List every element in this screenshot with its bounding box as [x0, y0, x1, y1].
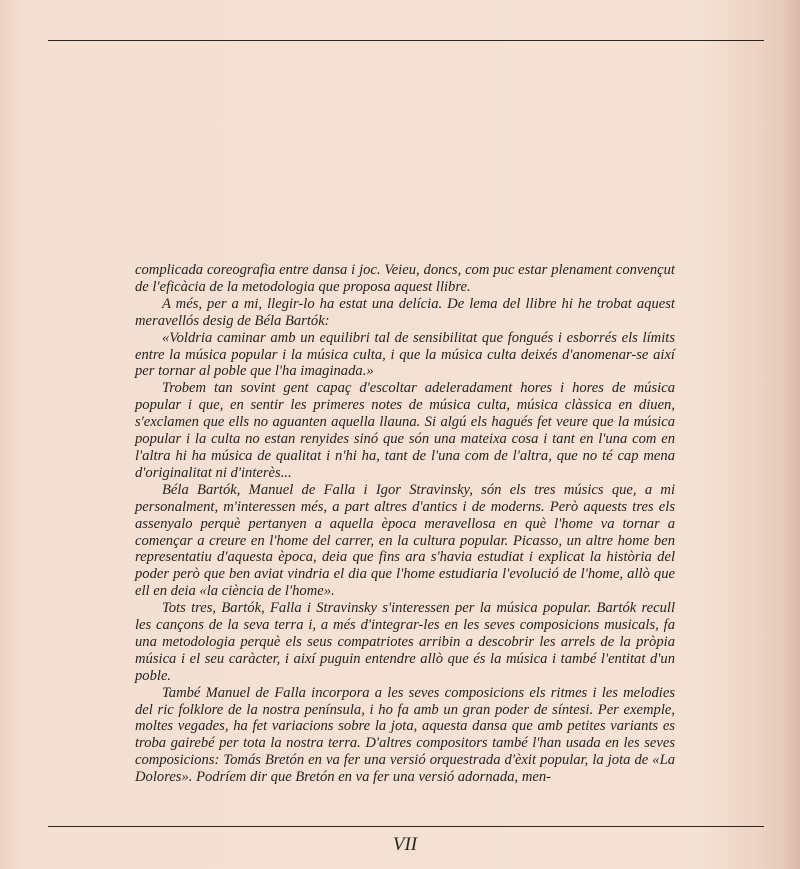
- bottom-rule: [48, 826, 764, 827]
- paragraph-2: A més, per a mi, llegir-lo ha estat una delícia. De lema del llibre hi he trobat aquest meravellós desig de Béla Bartók:: [135, 295, 675, 329]
- paragraph-6: També Manuel de Falla incorpora a les seves composicions els ritmes i les melodies del ric folklore de la nostra península, i ho fa amb un gran poder de síntesi. Per exemple, moltes vegades, ha fet variacions sobre la jota, aquesta dansa que amb petites variants es troba gairebé per tota la nostra terra. D'altres compositors també l'han usada en les seves composicions: Tomás Bretón en va fer una versió orquestrada d'èxit popular, la jota de «La Dolores». Podríem dir que Bretón en va fer una versió adornada, men-: [135, 684, 675, 786]
- paragraph-3: Trobem tan sovint gent capaç d'escoltar adeleradament hores i hores de música popular i que, en sentir les primeres notes de música culta, música clàssica en diuen, s'exclamen que ells no aguanten aquella llauna. Si algú els hagués fet veure que la música popular i la culta no estan renyides sinó que són una mateixa cosa i tant en l'una com en l'altra hi ha música de qualitat i n'hi ha, tant de l'una com de l'altra, que no té cap mena d'originalitat ni d'interès...: [135, 380, 675, 481]
- paragraph-5: Tots tres, Bartók, Falla i Stravinsky s'interessen per la música popular. Bartók recull les cançons de la seva terra i, a més d'integrar-les en les seves composicions musicals, fa una metodologia perquè els seus compatriotes arribin a descobrir les arrels de la pròpia música i el seu caràcter, i així puguin entendre allò que és la música i també l'entitat d'un poble.: [135, 600, 675, 684]
- body-text: [135, 262, 675, 786]
- paragraph-4: Béla Bartók, Manuel de Falla i Igor Stravinsky, són els tres músics que, a mi personalment, m'interessen més, a part altres d'antics i de moderns. Però aquests tres els assenyalo perquè pertanyen a aquella època meravellosa en què l'home va tornar a començar a creure en l'home del carrer, en la cultura popular. Picasso, un altre home ben representatiu d'aquesta època, deia que fins ara s'havia estudiat i explicat la història del poder però que ben aviat vindria el dia que l'home estudiaria l'evolució de l'home, allò que ell en deia «la ciència de l'home».: [135, 481, 675, 600]
- page-number: VII: [392, 834, 418, 855]
- top-rule: [48, 40, 764, 41]
- paragraph-1: complicada coreografia entre dansa i joc. Veieu, doncs, com puc estar plenament convençut de l'eficàcia de la metodologia que proposa aquest llibre.: [135, 262, 675, 295]
- quote-bartok: «Voldria caminar amb un equilibri tal de sensibilitat que fongués i esborrés els límits entre la música popular i la música culta, i que la música culta deixés d'anomenar-se així per tornar al poble que l'ha imaginada.»: [135, 329, 675, 380]
